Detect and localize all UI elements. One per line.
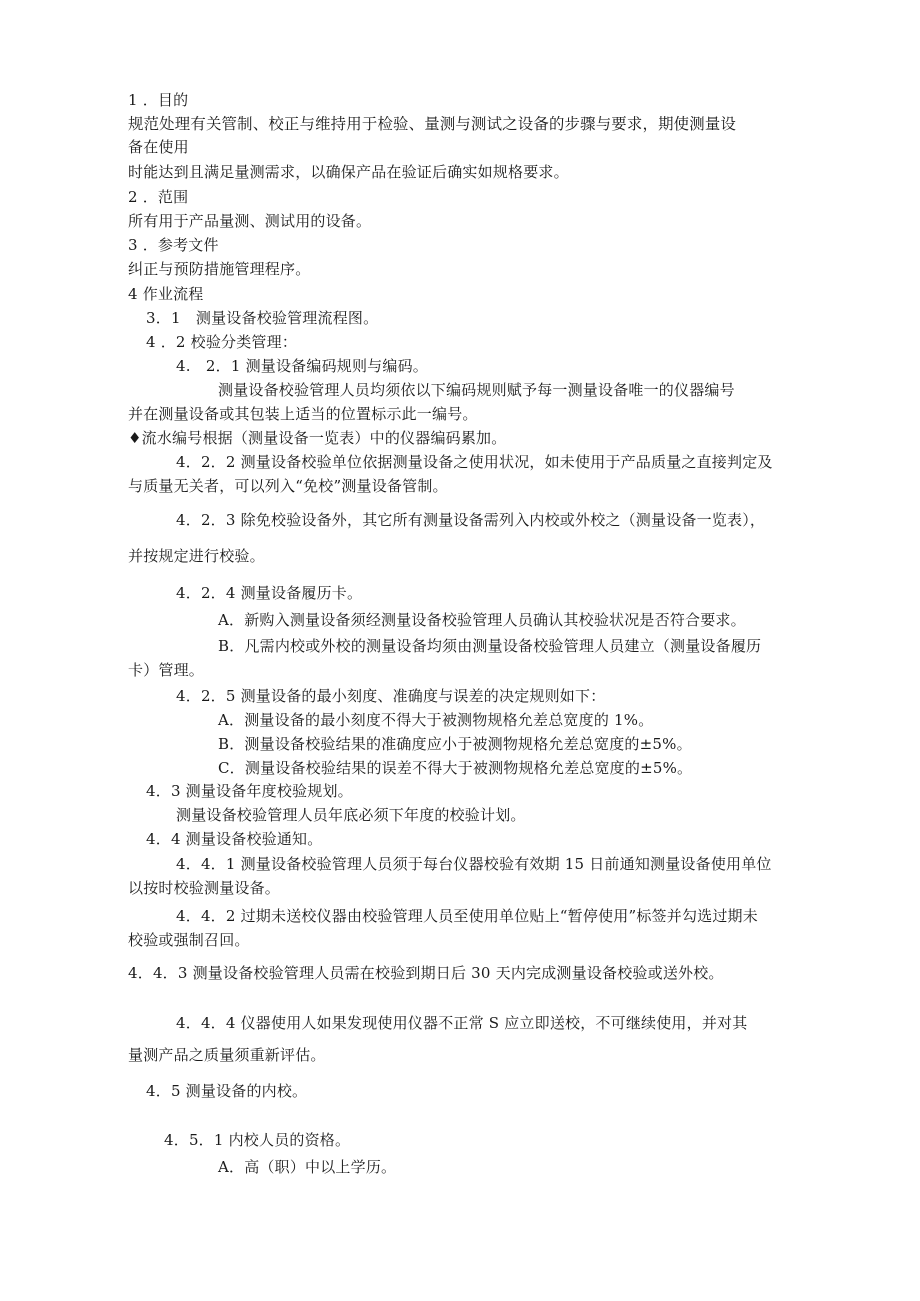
- section-4-2-4-a: A．新购入测量设备须经测量设备校验管理人员确认其校验状况是否符合要求。: [218, 611, 746, 629]
- heading-workflow: 4 作业流程: [128, 285, 204, 303]
- heading-references: 3 ．参考文件: [128, 236, 219, 254]
- scope-text: 所有用于产品量测、测试用的设备。: [128, 212, 372, 230]
- section-4-4-3: 4．4．3 测量设备校验管理人员需在校验到期日后 30 天内完成测量设备校验或送外校。: [128, 964, 724, 982]
- section-4-2-5-c: C．测量设备校验结果的误差不得大于被测物规格允差总宽度的±5%。: [218, 759, 693, 777]
- section-4-4-4-text-1: 4．4．4 仪器使用人如果发现使用仪器不正常 S 应立即送校，不可继续使用，并对其: [176, 1014, 748, 1032]
- section-4-2-1: 4. 2．1 测量设备编码规则与编码。: [176, 357, 428, 375]
- section-4-4-1-text-2: 以按时校验测量设备。: [128, 879, 281, 897]
- purpose-text-3: 时能达到且满足量测需求，以确保产品在验证后确实如规格要求。: [128, 163, 569, 181]
- section-4-2-2-text-2: 与质量无关者，可以列入“免校”测量设备管制。: [128, 477, 448, 495]
- section-4-4-2-text-1: 4．4．2 过期未送校仪器由校验管理人员至使用单位贴上“暂停使用”标签并勾选过期未: [176, 907, 758, 925]
- section-4-2: 4 ．2 校验分类管理：: [146, 333, 298, 351]
- section-4-5-1-a: A．高（职）中以上学历。: [218, 1158, 397, 1176]
- section-4-2-3-text-2: 并按规定进行校验。: [128, 547, 265, 565]
- section-4-3-text: 测量设备校验管理人员年底必须下年度的校验计划。: [176, 806, 526, 824]
- heading-purpose: 1 ．目的: [128, 91, 189, 109]
- section-4-3: 4．3 测量设备年度校验规划。: [146, 782, 353, 800]
- section-4-5: 4．5 测量设备的内校。: [146, 1082, 308, 1100]
- section-4-2-3-text-1: 4．2．3 除免校验设备外，其它所有测量设备需列入内校或外校之（测量设备一览表），: [176, 511, 766, 529]
- section-4-2-5: 4．2．5 测量设备的最小刻度、准确度与误差的决定规则如下：: [176, 687, 606, 705]
- section-4-2-4-b-1: B．凡需内校或外校的测量设备均须由测量设备校验管理人员建立（测量设备履历: [218, 637, 762, 655]
- purpose-text-2: 备在使用: [128, 138, 189, 156]
- section-4-4: 4．4 测量设备校验通知。: [146, 830, 323, 848]
- section-4-2-4-b-2: 卡）管理。: [128, 661, 205, 679]
- serial-number-note: ♦流水编号根据（测量设备一览表）中的仪器编码累加。: [128, 429, 507, 447]
- section-4-5-1: 4．5．1 内校人员的资格。: [164, 1131, 351, 1149]
- section-3-1: 3．1 测量设备校验管理流程图。: [146, 309, 379, 327]
- purpose-text-1: 规范处理有关管制、校正与维持用于检验、量测与测试之设备的步骤与要求，期使测量设: [128, 115, 737, 133]
- section-4-2-4: 4．2．4 测量设备履历卡。: [176, 584, 363, 602]
- section-4-2-5-b: B．测量设备校验结果的准确度应小于被测物规格允差总宽度的±5%。: [218, 735, 692, 753]
- coding-text-2: 并在测量设备或其包装上适当的位置标示此一编号。: [128, 405, 478, 423]
- section-4-4-4-text-2: 量测产品之质量须重新评估。: [128, 1046, 326, 1064]
- references-text: 纠正与预防措施管理程序。: [128, 260, 311, 278]
- heading-scope: 2 ．范围: [128, 188, 189, 206]
- section-4-4-2-text-2: 校验或强制召回。: [128, 931, 250, 949]
- section-4-2-5-a: A．测量设备的最小刻度不得大于被测物规格允差总宽度的 1%。: [218, 711, 654, 729]
- section-4-2-2-text-1: 4．2．2 测量设备校验单位依据测量设备之使用状况，如未使用于产品质量之直接判定及: [176, 453, 773, 471]
- coding-text-1: 测量设备校验管理人员均须依以下编码规则赋予每一测量设备唯一的仪器编号: [218, 381, 735, 399]
- section-4-4-1-text-1: 4．4．1 测量设备校验管理人员须于每台仪器校验有效期 15 日前通知测量设备使用单位: [176, 855, 772, 873]
